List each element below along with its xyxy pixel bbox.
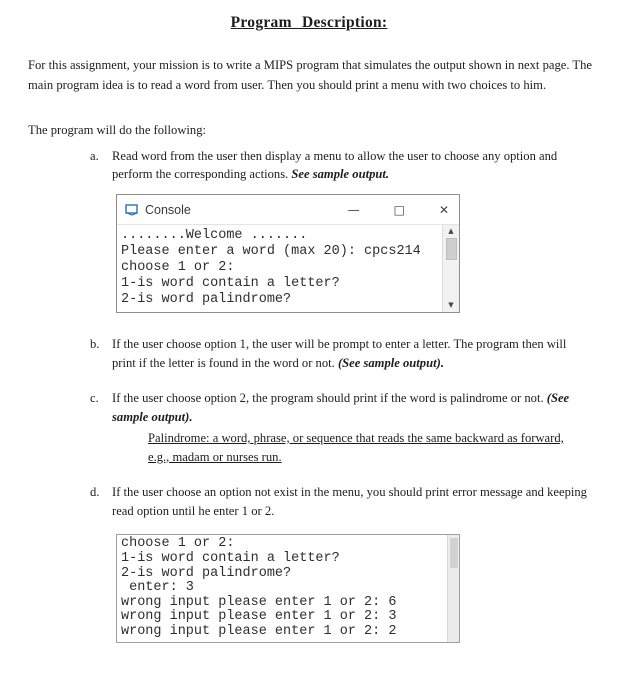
console-line: ........Welcome .......: [121, 228, 308, 244]
console-output-area: [117, 225, 459, 312]
page-title: Program Description:: [230, 14, 388, 31]
list-item-d-text: If the user choose an option not exist in the menu, you should print error message and keeping read option until he enter 1 or 2.: [112, 484, 587, 518]
vertical-scrollbar[interactable]: [447, 535, 459, 641]
list-marker-b: b.: [90, 337, 100, 352]
console-output-area: [117, 535, 459, 641]
list-item-a: [90, 147, 590, 185]
console-line: enter: 3: [121, 580, 194, 596]
console-line: 2-is word palindrome?: [121, 565, 292, 581]
intro-paragraph: For this assignment, your mission is to write a MIPS program that simulates the output shown in next page. The main program idea is to read a word from user. Then you should print a menu with two choices to him.: [28, 58, 592, 92]
console-line: choose 1 or 2:: [121, 260, 235, 276]
minimize-button[interactable]: —: [347, 202, 360, 217]
console-line: wrong input please enter 1 or 2: 2: [121, 624, 397, 640]
console-line: 2-is word palindrome?: [121, 292, 292, 308]
item-c-body: If the user choose option 2, the program should print if the word is palindrome or not.: [112, 391, 547, 406]
console-line: choose 1 or 2:: [121, 536, 235, 552]
item-c-see-sample-output: (See sample output): [112, 391, 570, 424]
list-item-b-text: [112, 335, 588, 373]
item-a-tail: .: [385, 167, 390, 182]
window-controls: [348, 204, 449, 216]
scrollbar-thumb[interactable]: [446, 238, 457, 260]
list-item-c: [90, 389, 590, 467]
item-a-body: Read word from the user then display a menu to allow the user to choose any option and perform the corresponding actions.: [112, 148, 558, 182]
vertical-scrollbar[interactable]: [442, 225, 459, 312]
console-window-screenshot: [116, 194, 460, 313]
list-marker-d: d.: [90, 484, 100, 499]
console-titlebar: [117, 195, 459, 225]
list-marker-a: a.: [90, 148, 99, 163]
item-b-body: If the user choose option 1, the user will be prompt to enter a letter. The program then will print if the letter is found in the word or not.: [112, 337, 567, 371]
scroll-up-icon[interactable]: ▲: [448, 227, 454, 236]
item-a-see-sample-output: See sample output: [291, 167, 386, 182]
following-line: The program will do the following:: [28, 123, 207, 138]
item-c-tail: .: [189, 410, 193, 424]
console-title: Console: [145, 202, 191, 217]
console-line: wrong input please enter 1 or 2: 3: [121, 609, 397, 625]
console-output-screenshot: [116, 534, 460, 642]
scroll-down-icon[interactable]: ▼: [448, 301, 454, 310]
scrollbar-thumb[interactable]: [450, 538, 458, 568]
console-line: 1-is word contain a letter?: [121, 551, 340, 567]
item-b-tail: .: [440, 356, 444, 371]
maximize-button[interactable]: □: [393, 202, 405, 217]
console-line: Please enter a word (max 20): cpcs214: [121, 244, 421, 260]
close-button[interactable]: ✕: [438, 202, 449, 217]
console-line: 1-is word contain a letter?: [121, 276, 340, 292]
console-line: wrong input please enter 1 or 2: 6: [121, 594, 397, 610]
list-item-d: [90, 483, 590, 521]
list-item-a-text: [112, 147, 588, 185]
console-icon: [125, 203, 139, 216]
item-b-see-sample-output: (See sample output): [337, 356, 441, 371]
list-item-b: [90, 335, 590, 373]
list-item-c-text: [112, 389, 588, 467]
palindrome-definition: Palindrome: a word, phrase, or sequence that reads the same backward as forward, e.g., madam or nurses run.: [148, 430, 564, 464]
list-marker-c: c.: [90, 391, 99, 406]
